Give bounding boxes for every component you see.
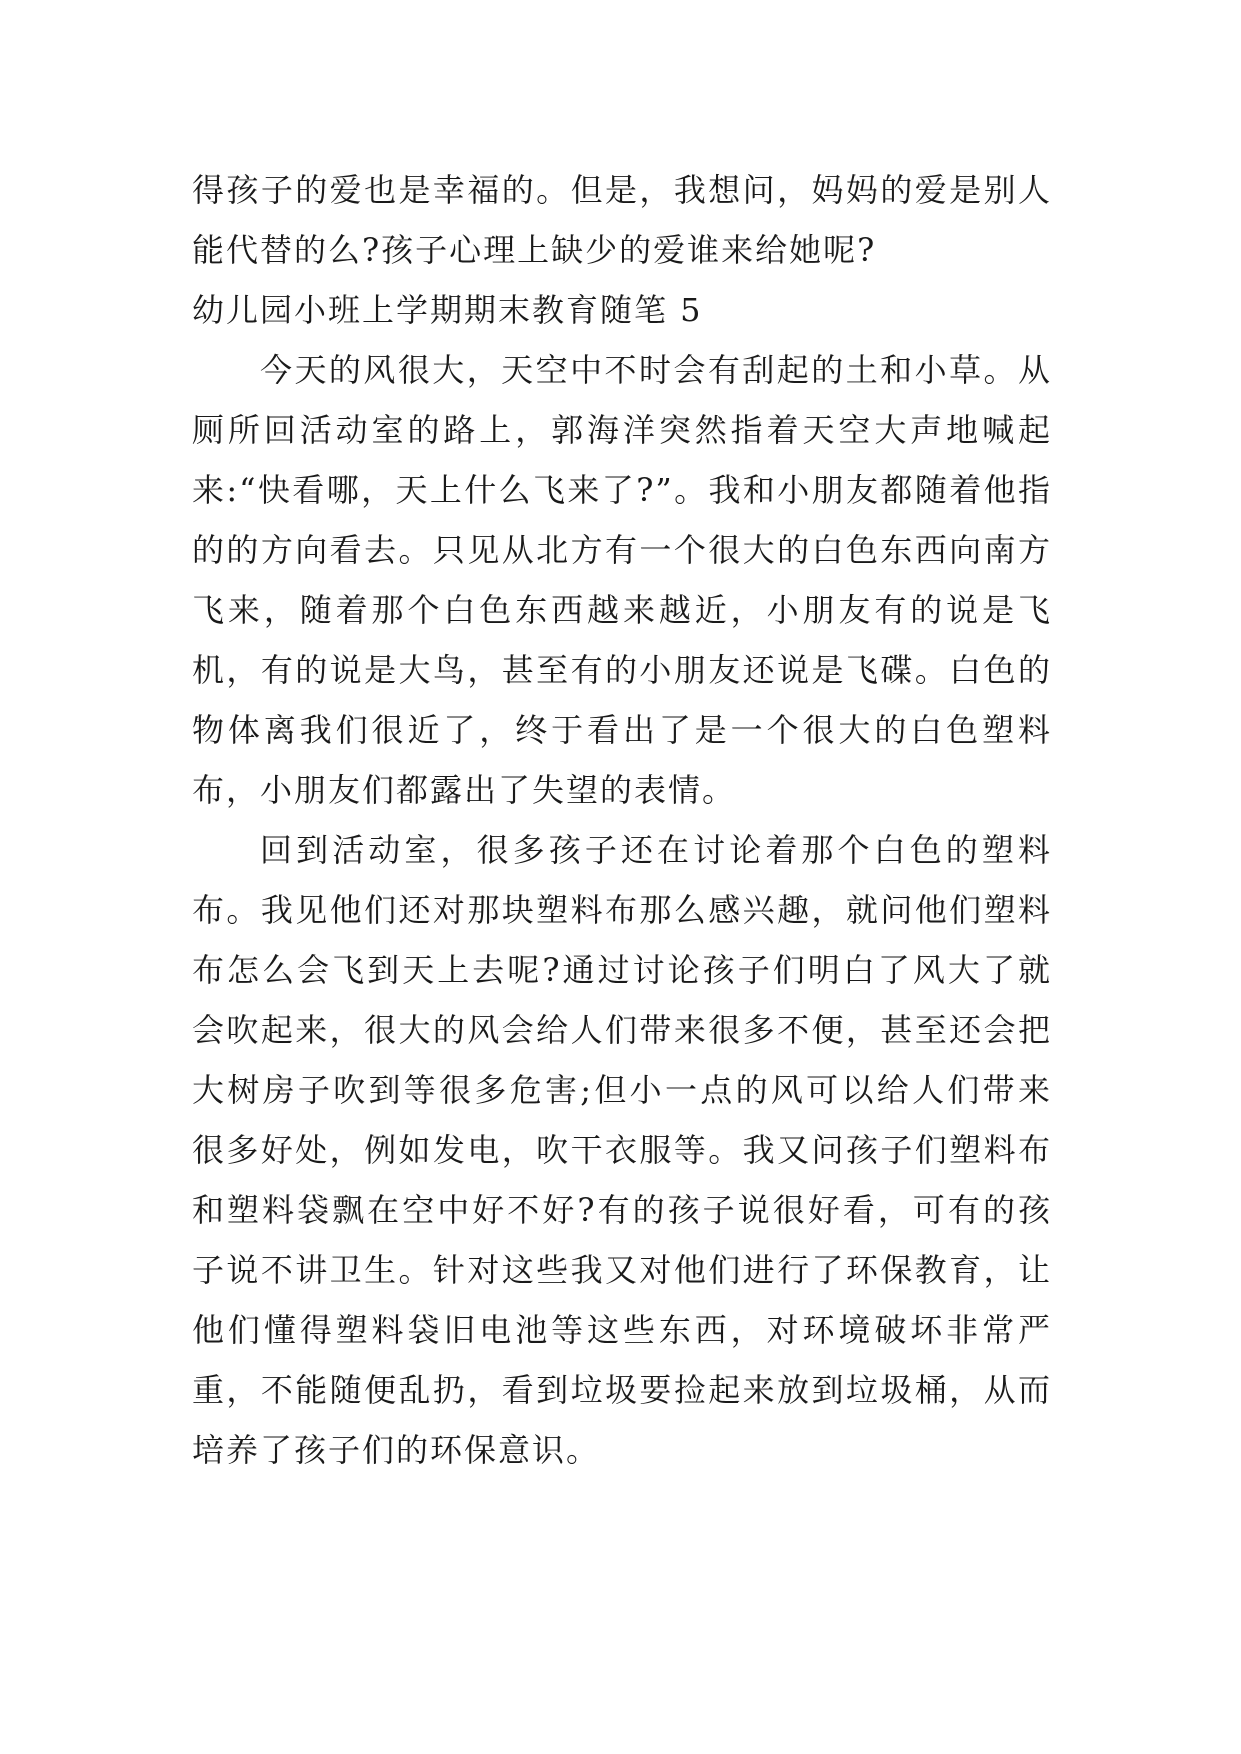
continuation-paragraph: 得孩子的爱也是幸福的。但是，我想问，妈妈的爱是别人能代替的么?孩子心理上缺少的爱谁来给她呢? [192, 171, 1052, 269]
body-paragraph-discussion: 回到活动室，很多孩子还在讨论着那个白色的塑料布。我见他们还对那块塑料布那么感兴趣，就问他们塑料布怎么会飞到天上去呢?通过讨论孩子们明白了风大了就会吹起来，很大的风会给人们带来很多不便，甚至还会把大树房子吹到等很多危害;但小一点的风可以给人们带来很多好处，例如发电，吹干衣服等。我又问孩子们塑料布和塑料袋飘在空中好不好?有的孩子说很好看，可有的孩子说不讲卫生。针对这些我又对他们进行了环保教育，让他们懂得塑料袋旧电池等这些东西，对环境破坏非常严重，不能随便乱扔，看到垃圾要捡起来放到垃圾桶，从而培养了孩子们的环保意识。 [192, 831, 1052, 1469]
document-body [192, 160, 1052, 1480]
section-heading: 幼儿园小班上学期期末教育随笔 5 [192, 291, 703, 329]
body-paragraph-wind: 今天的风很大，天空中不时会有刮起的土和小草。从厕所回活动室的路上，郭海洋突然指着天空大声地喊起来:“快看哪，天上什么飞来了?”。我和小朋友都随着他指的的方向看去。只见从北方有一个很大的白色东西向南方飞来，随着那个白色东西越来越近，小朋友有的说是飞机，有的说是大鸟，甚至有的小朋友还说是飞碟。白色的物体离我们很近了，终于看出了是一个很大的白色塑料布，小朋友们都露出了失望的表情。 [192, 351, 1052, 809]
